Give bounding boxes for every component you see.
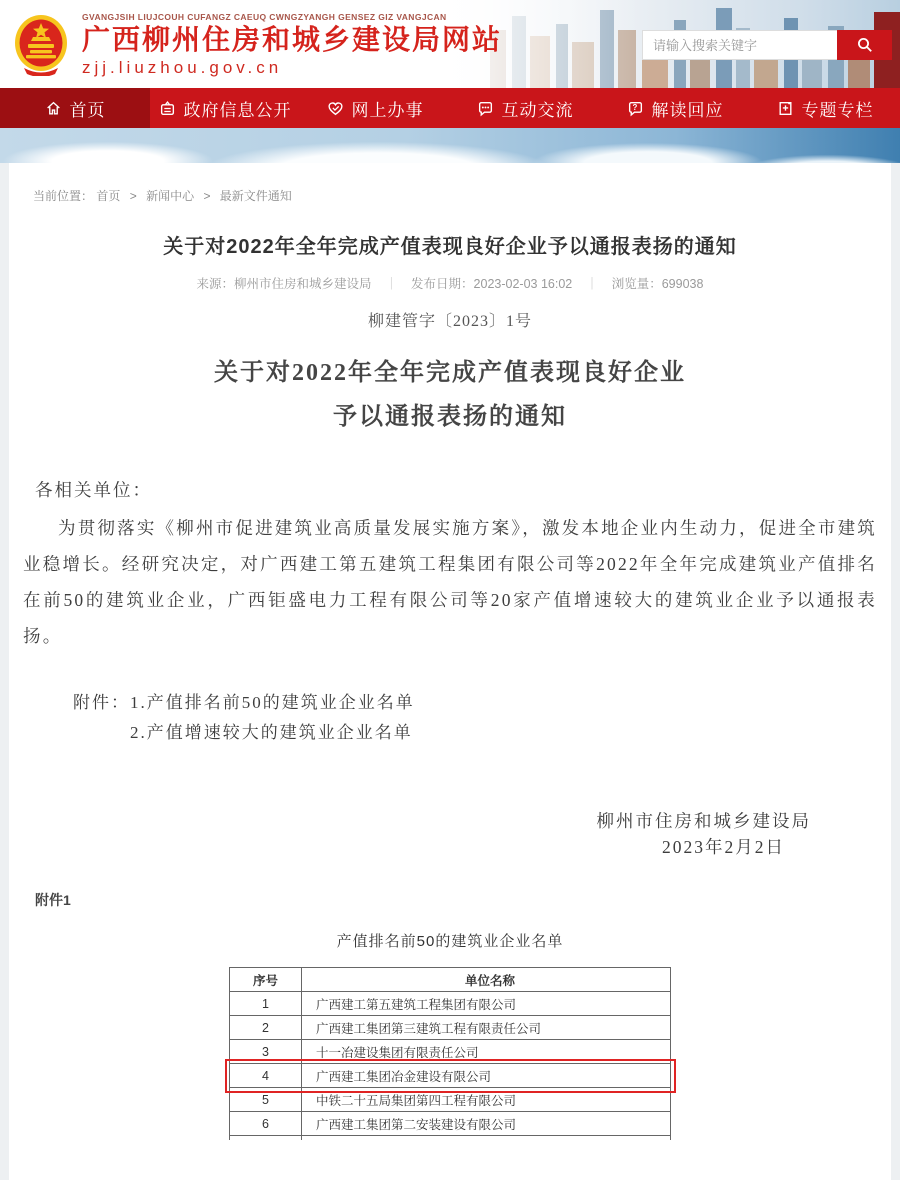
document-heading-line1: 关于对2022年全年完成产值表现良好企业 (214, 360, 686, 386)
site-header (0, 0, 900, 88)
table-cell-company: 广西建工集团冶金建设有限公司 (302, 1064, 671, 1088)
search-button[interactable] (837, 30, 892, 60)
table-cell-company: 广西建工集团第三建筑工程有限责任公司 (302, 1016, 671, 1040)
nav-item-interaction[interactable] (450, 88, 600, 128)
breadcrumb-item-news-center[interactable]: 新闻中心 (146, 189, 195, 203)
site-url: zjj.liuzhou.gov.cn (82, 58, 283, 77)
signature-block (9, 808, 891, 860)
table-row (230, 1016, 671, 1040)
table-header-company: 单位名称 (302, 968, 671, 992)
meta-source: 来源：柳州市住房和城乡建设局 (196, 277, 372, 291)
site-title: 广西柳州住房和城乡建设局网站 (82, 24, 503, 55)
site-search (642, 30, 892, 60)
breadcrumb-item-latest-notices[interactable]: 最新文件通知 (219, 189, 292, 203)
table-cell-rank (230, 1136, 302, 1141)
table-cell-rank: 4 (230, 1064, 302, 1088)
breadcrumb-label: 当前位置： (33, 189, 94, 203)
table-cell-rank: 1 (230, 992, 302, 1016)
table-row (230, 1040, 671, 1064)
attachments (73, 688, 891, 748)
document-body (9, 477, 891, 860)
content-sheet (9, 163, 891, 1180)
table-cell-rank: 3 (230, 1040, 302, 1064)
breadcrumb-separator: > (203, 189, 211, 203)
document-heading (9, 351, 891, 439)
signature-date: 2023年2月2日 (662, 837, 785, 857)
table-cell-company: 广西建工第五建筑工程集团有限公司 (302, 992, 671, 1016)
table-cell-company: 十一冶建设集团有限责任公司 (302, 1040, 671, 1064)
nav-item-gov-info[interactable] (150, 88, 300, 128)
body-paragraph: 为贯彻落实《柳州市促进建筑业高质量发展实施方案》，激发本地企业内生动力，促进全市建筑业稳增长。经研究决定，对广西建工第五建筑工程集团有限公司等2022年全年完成建筑业产值排名在前50的建筑业企业，广西钜盛电力工程有限公司等20家产值增速较大的建筑业企业予以通报表扬。 (23, 518, 877, 646)
breadcrumb-separator: > (129, 189, 137, 203)
table-row (230, 1112, 671, 1136)
home-icon (45, 100, 62, 117)
table-cell-rank: 2 (230, 1016, 302, 1040)
nav-item-interpretation[interactable] (600, 88, 750, 128)
document-heading-line2: 予以通报表扬的通知 (333, 404, 567, 430)
attachments-label: 附件： (73, 693, 130, 712)
table-row (230, 1064, 671, 1088)
meta-publish-date: 发布日期：2023-02-03 16:02 (411, 277, 573, 291)
table-row (230, 1088, 671, 1112)
attachment-item-1: 1.产值排名前50的建筑业企业名单 (130, 693, 415, 712)
nav-item-label: 网上办事 (351, 100, 424, 120)
special-column-icon (777, 100, 794, 117)
breadcrumb (9, 163, 891, 204)
question-bubble-icon (627, 100, 644, 117)
nav-item-label: 解读回应 (651, 100, 724, 120)
roster-table (229, 967, 671, 1140)
gov-info-icon (159, 100, 176, 117)
sky-banner-image (0, 128, 900, 163)
breadcrumb-item-home[interactable]: 首页 (96, 189, 121, 203)
signature-organization: 柳州市住房和城乡建设局 (596, 811, 811, 831)
nav-item-label: 首页 (69, 100, 106, 120)
meta-separator: ｜ (385, 277, 398, 291)
nav-item-label: 互动交流 (501, 100, 574, 120)
appendix-label: 附件1 (35, 892, 71, 908)
table-header-rank: 序号 (230, 968, 302, 992)
magnifier-icon (856, 36, 874, 54)
roster-table-title: 产值排名前50的建筑业企业名单 (336, 933, 564, 950)
chat-icon (477, 100, 494, 117)
table-cell-rank: 6 (230, 1112, 302, 1136)
meta-view-count: 浏览量：699038 (611, 277, 704, 291)
main-nav (0, 88, 900, 128)
table-cell-company (302, 1136, 671, 1141)
table-header-row (230, 968, 671, 992)
table-row (230, 992, 671, 1016)
article-title: 关于对2022年全年完成产值表现良好企业予以通报表扬的通知 (163, 236, 737, 258)
svg-text:?: ? (632, 102, 638, 112)
table-row (230, 1136, 671, 1141)
nav-item-label: 政府信息公开 (183, 100, 292, 120)
nav-item-online-services[interactable] (300, 88, 450, 128)
document-number: 柳建管字〔2023〕1号 (367, 313, 532, 330)
table-cell-company: 中铁二十五局集团第四工程有限公司 (302, 1088, 671, 1112)
table-cell-company: 广西建工集团第二安装建设有限公司 (302, 1112, 671, 1136)
roster-table-wrap (229, 967, 671, 1140)
site-zhuang-title: GVANGJSIH LIUJCOUH CUFANGZ CAEUQ CWNGZYANGH GENSEZ GIZ VANGJCAN (82, 12, 447, 22)
nav-item-home[interactable] (0, 88, 150, 128)
article-meta (9, 274, 891, 292)
nav-item-special-columns[interactable] (750, 88, 900, 128)
search-input[interactable] (642, 30, 837, 60)
nav-item-label: 专题专栏 (801, 100, 874, 120)
salutation: 各相关单位： (35, 480, 152, 500)
table-cell-rank: 5 (230, 1088, 302, 1112)
attachment-item-2: 2.产值增速较大的建筑业企业名单 (130, 723, 413, 742)
national-emblem-logo (14, 14, 68, 76)
meta-separator: ｜ (585, 277, 599, 291)
heart-service-icon (327, 100, 344, 117)
table-body (230, 992, 671, 1141)
